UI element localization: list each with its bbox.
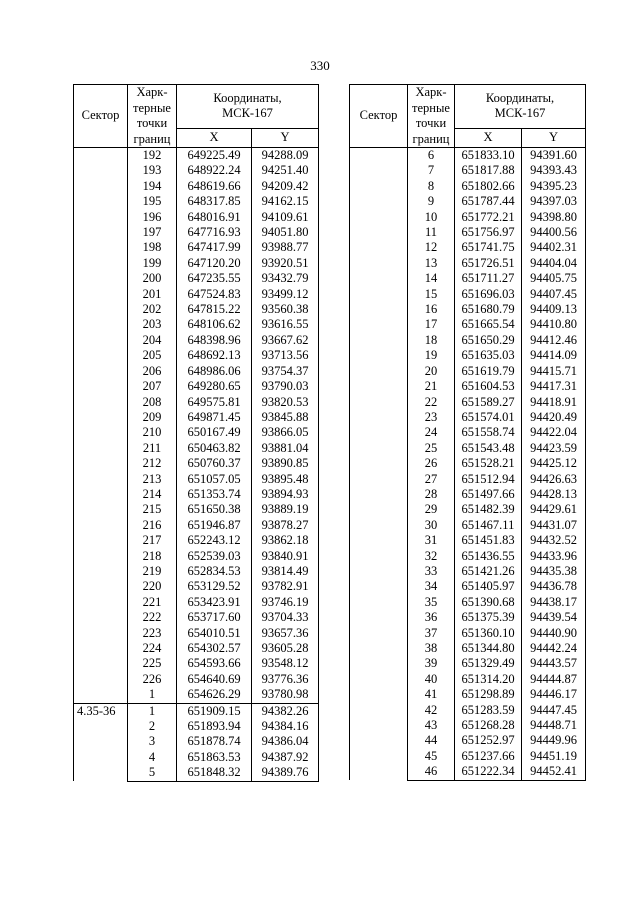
y-coordinate-cell: 94395.23 [522, 179, 586, 194]
y-coordinate-cell: 94429.61 [522, 502, 586, 517]
point-number-cell: 22 [408, 395, 455, 410]
x-coordinate-cell: 652243.12 [177, 533, 252, 548]
y-coordinate-cell: 93866.05 [252, 425, 319, 440]
point-number-cell: 42 [408, 703, 455, 718]
point-number-cell: 3 [128, 734, 177, 749]
y-coordinate-cell: 93820.53 [252, 395, 319, 410]
point-number-cell: 9 [408, 194, 455, 209]
y-coordinate-cell: 94109.61 [252, 210, 319, 225]
point-number-cell: 217 [128, 533, 177, 548]
point-number-cell: 210 [128, 425, 177, 440]
x-coordinate-cell: 651283.59 [455, 703, 522, 718]
y-coordinate-cell: 93890.85 [252, 456, 319, 471]
header-coordinates-line2: МСК-167 [222, 106, 273, 121]
x-coordinate-cell: 647417.99 [177, 240, 252, 255]
y-coordinate-cell: 93776.36 [252, 672, 319, 687]
y-coordinate-cell: 94433.96 [522, 549, 586, 564]
x-coordinate-cell: 651589.27 [455, 395, 522, 410]
point-number-cell: 204 [128, 333, 177, 348]
point-number-cell: 224 [128, 641, 177, 656]
y-coordinate-cell: 94410.80 [522, 317, 586, 332]
x-coordinate-cell: 648398.96 [177, 333, 252, 348]
point-number-cell: 8 [408, 179, 455, 194]
x-coordinate-cell: 651635.03 [455, 348, 522, 363]
point-number-cell: 218 [128, 549, 177, 564]
point-number-cell: 200 [128, 271, 177, 286]
table-row [74, 703, 319, 719]
x-coordinate-cell: 651360.10 [455, 626, 522, 641]
x-coordinate-cell: 651375.39 [455, 610, 522, 625]
point-number-cell: 214 [128, 487, 177, 502]
point-number-cell: 4 [128, 750, 177, 765]
header-coordinates-line1: Координаты, [485, 90, 555, 105]
x-coordinate-cell: 649575.81 [177, 395, 252, 410]
y-coordinate-cell: 93432.79 [252, 271, 319, 286]
y-coordinate-cell: 94162.15 [252, 194, 319, 209]
point-number-cell: 206 [128, 364, 177, 379]
point-number-cell: 44 [408, 733, 455, 748]
sector-cell [350, 148, 408, 781]
point-number-cell: 192 [128, 148, 177, 164]
x-coordinate-cell: 651946.87 [177, 518, 252, 533]
sector-cell: 4.35-36 [74, 703, 128, 781]
x-coordinate-cell: 649225.49 [177, 148, 252, 164]
point-number-cell: 46 [408, 764, 455, 780]
table-left-body [74, 148, 319, 782]
y-coordinate-cell: 93713.56 [252, 348, 319, 363]
point-number-cell: 13 [408, 256, 455, 271]
y-coordinate-cell: 94451.19 [522, 749, 586, 764]
y-coordinate-cell: 94431.07 [522, 518, 586, 533]
point-number-cell: 15 [408, 287, 455, 302]
y-coordinate-cell: 94443.57 [522, 656, 586, 671]
point-number-cell: 39 [408, 656, 455, 671]
y-coordinate-cell: 94405.75 [522, 271, 586, 286]
point-number-cell: 16 [408, 302, 455, 317]
y-coordinate-cell: 93560.38 [252, 302, 319, 317]
header-points-line4: границ [133, 131, 171, 146]
header-y: Y [252, 128, 319, 147]
point-number-cell: 2 [128, 719, 177, 734]
y-coordinate-cell: 94404.04 [522, 256, 586, 271]
y-coordinate-cell: 94452.41 [522, 764, 586, 780]
x-coordinate-cell: 648922.24 [177, 163, 252, 178]
point-number-cell: 198 [128, 240, 177, 255]
y-coordinate-cell: 94444.87 [522, 672, 586, 687]
x-coordinate-cell: 650760.37 [177, 456, 252, 471]
point-number-cell: 194 [128, 179, 177, 194]
x-coordinate-cell: 654640.69 [177, 672, 252, 687]
table-row [350, 148, 586, 164]
y-coordinate-cell: 93862.18 [252, 533, 319, 548]
table-right-body [350, 148, 586, 781]
x-coordinate-cell: 652539.03 [177, 549, 252, 564]
x-coordinate-cell: 653717.60 [177, 610, 252, 625]
y-coordinate-cell: 94414.09 [522, 348, 586, 363]
point-number-cell: 18 [408, 333, 455, 348]
x-coordinate-cell: 651497.66 [455, 487, 522, 502]
x-coordinate-cell: 651833.10 [455, 148, 522, 164]
x-coordinate-cell: 649871.45 [177, 410, 252, 425]
x-coordinate-cell: 651558.74 [455, 425, 522, 440]
point-number-cell: 1 [128, 703, 177, 719]
x-coordinate-cell: 651421.26 [455, 564, 522, 579]
point-number-cell: 36 [408, 610, 455, 625]
sector-cell [74, 148, 128, 704]
y-coordinate-cell: 93746.19 [252, 595, 319, 610]
x-coordinate-cell: 648692.13 [177, 348, 252, 363]
x-coordinate-cell: 650463.82 [177, 441, 252, 456]
point-number-cell: 43 [408, 718, 455, 733]
y-coordinate-cell: 93704.33 [252, 610, 319, 625]
y-coordinate-cell: 94251.40 [252, 163, 319, 178]
x-coordinate-cell: 647120.20 [177, 256, 252, 271]
header-sector: Сектор [74, 85, 128, 148]
point-number-cell: 5 [128, 765, 177, 781]
x-coordinate-cell: 651802.66 [455, 179, 522, 194]
y-coordinate-cell: 94384.16 [252, 719, 319, 734]
y-coordinate-cell: 94412.46 [522, 333, 586, 348]
coordinates-table-left [73, 84, 319, 782]
x-coordinate-cell: 648016.91 [177, 210, 252, 225]
point-number-cell: 26 [408, 456, 455, 471]
x-coordinate-cell: 653423.91 [177, 595, 252, 610]
x-coordinate-cell: 647716.93 [177, 225, 252, 240]
x-coordinate-cell: 651252.97 [455, 733, 522, 748]
point-number-cell: 226 [128, 672, 177, 687]
x-coordinate-cell: 651543.48 [455, 441, 522, 456]
x-coordinate-cell: 651680.79 [455, 302, 522, 317]
point-number-cell: 223 [128, 626, 177, 641]
y-coordinate-cell: 93920.51 [252, 256, 319, 271]
point-number-cell: 215 [128, 502, 177, 517]
x-coordinate-cell: 651741.75 [455, 240, 522, 255]
x-coordinate-cell: 652834.53 [177, 564, 252, 579]
point-number-cell: 207 [128, 379, 177, 394]
point-number-cell: 211 [128, 441, 177, 456]
y-coordinate-cell: 94439.54 [522, 610, 586, 625]
x-coordinate-cell: 648619.66 [177, 179, 252, 194]
y-coordinate-cell: 94402.31 [522, 240, 586, 255]
point-number-cell: 195 [128, 194, 177, 209]
point-number-cell: 27 [408, 472, 455, 487]
x-coordinate-cell: 651650.38 [177, 502, 252, 517]
point-number-cell: 205 [128, 348, 177, 363]
header-points-line3: точки [415, 116, 447, 130]
y-coordinate-cell: 94288.09 [252, 148, 319, 164]
point-number-cell: 212 [128, 456, 177, 471]
y-coordinate-cell: 93840.91 [252, 549, 319, 564]
point-number-cell: 199 [128, 256, 177, 271]
header-points [128, 85, 177, 148]
x-coordinate-cell: 648986.06 [177, 364, 252, 379]
x-coordinate-cell: 651390.68 [455, 595, 522, 610]
point-number-cell: 31 [408, 533, 455, 548]
coordinates-table-right [349, 84, 586, 781]
x-coordinate-cell: 651863.53 [177, 750, 252, 765]
y-coordinate-cell: 94436.78 [522, 579, 586, 594]
y-coordinate-cell: 94393.43 [522, 163, 586, 178]
x-coordinate-cell: 651512.94 [455, 472, 522, 487]
x-coordinate-cell: 651528.21 [455, 456, 522, 471]
header-x: X [455, 128, 522, 147]
y-coordinate-cell: 93988.77 [252, 240, 319, 255]
x-coordinate-cell: 647235.55 [177, 271, 252, 286]
y-coordinate-cell: 93667.62 [252, 333, 319, 348]
x-coordinate-cell: 651848.32 [177, 765, 252, 781]
y-coordinate-cell: 94387.92 [252, 750, 319, 765]
point-number-cell: 213 [128, 472, 177, 487]
y-coordinate-cell: 94425.12 [522, 456, 586, 471]
y-coordinate-cell: 94397.03 [522, 194, 586, 209]
y-coordinate-cell: 93814.49 [252, 564, 319, 579]
point-number-cell: 25 [408, 441, 455, 456]
y-coordinate-cell: 94432.52 [522, 533, 586, 548]
point-number-cell: 34 [408, 579, 455, 594]
x-coordinate-cell: 649280.65 [177, 379, 252, 394]
point-number-cell: 32 [408, 549, 455, 564]
y-coordinate-cell: 93754.37 [252, 364, 319, 379]
x-coordinate-cell: 651222.34 [455, 764, 522, 780]
x-coordinate-cell: 650167.49 [177, 425, 252, 440]
point-number-cell: 19 [408, 348, 455, 363]
y-coordinate-cell: 94442.24 [522, 641, 586, 656]
x-coordinate-cell: 651237.66 [455, 749, 522, 764]
header-points-line1: Харк- [415, 85, 447, 99]
point-number-cell: 10 [408, 210, 455, 225]
y-coordinate-cell: 94417.31 [522, 379, 586, 394]
x-coordinate-cell: 651909.15 [177, 703, 252, 719]
x-coordinate-cell: 654010.51 [177, 626, 252, 641]
x-coordinate-cell: 654302.57 [177, 641, 252, 656]
y-coordinate-cell: 93548.12 [252, 656, 319, 671]
y-coordinate-cell: 94382.26 [252, 703, 319, 719]
y-coordinate-cell: 94407.45 [522, 287, 586, 302]
x-coordinate-cell: 651726.51 [455, 256, 522, 271]
header-coordinates [177, 85, 319, 129]
x-coordinate-cell: 648106.62 [177, 317, 252, 332]
point-number-cell: 20 [408, 364, 455, 379]
point-number-cell: 201 [128, 287, 177, 302]
point-number-cell: 29 [408, 502, 455, 517]
y-coordinate-cell: 94051.80 [252, 225, 319, 240]
y-coordinate-cell: 94398.80 [522, 210, 586, 225]
y-coordinate-cell: 93894.93 [252, 487, 319, 502]
x-coordinate-cell: 651574.01 [455, 410, 522, 425]
point-number-cell: 38 [408, 641, 455, 656]
x-coordinate-cell: 647815.22 [177, 302, 252, 317]
y-coordinate-cell: 94438.17 [522, 595, 586, 610]
table-row [74, 148, 319, 164]
x-coordinate-cell: 651057.05 [177, 472, 252, 487]
y-coordinate-cell: 93790.03 [252, 379, 319, 394]
y-coordinate-cell: 94386.04 [252, 734, 319, 749]
y-coordinate-cell: 93878.27 [252, 518, 319, 533]
x-coordinate-cell: 651711.27 [455, 271, 522, 286]
y-coordinate-cell: 94440.90 [522, 626, 586, 641]
header-coordinates-line1: Координаты, [213, 90, 282, 105]
point-number-cell: 209 [128, 410, 177, 425]
x-coordinate-cell: 651619.79 [455, 364, 522, 379]
y-coordinate-cell: 94400.56 [522, 225, 586, 240]
header-points-line2: терные [133, 100, 171, 115]
y-coordinate-cell: 93499.12 [252, 287, 319, 302]
point-number-cell: 219 [128, 564, 177, 579]
x-coordinate-cell: 651650.29 [455, 333, 522, 348]
header-coordinates-line2: МСК-167 [494, 106, 546, 121]
y-coordinate-cell: 94415.71 [522, 364, 586, 379]
y-coordinate-cell: 94418.91 [522, 395, 586, 410]
y-coordinate-cell: 94428.13 [522, 487, 586, 502]
header-coordinates [455, 85, 586, 129]
x-coordinate-cell: 651772.21 [455, 210, 522, 225]
header-points [408, 85, 455, 148]
x-coordinate-cell: 651405.97 [455, 579, 522, 594]
point-number-cell: 45 [408, 749, 455, 764]
y-coordinate-cell: 94449.96 [522, 733, 586, 748]
point-number-cell: 203 [128, 317, 177, 332]
point-number-cell: 6 [408, 148, 455, 164]
header-points-line3: точки [136, 116, 168, 130]
y-coordinate-cell: 93605.28 [252, 641, 319, 656]
x-coordinate-cell: 651787.44 [455, 194, 522, 209]
x-coordinate-cell: 651665.54 [455, 317, 522, 332]
x-coordinate-cell: 651756.97 [455, 225, 522, 240]
y-coordinate-cell: 93845.88 [252, 410, 319, 425]
x-coordinate-cell: 651878.74 [177, 734, 252, 749]
y-coordinate-cell: 94209.42 [252, 179, 319, 194]
point-number-cell: 7 [408, 163, 455, 178]
y-coordinate-cell: 93889.19 [252, 502, 319, 517]
point-number-cell: 11 [408, 225, 455, 240]
y-coordinate-cell: 94435.38 [522, 564, 586, 579]
point-number-cell: 197 [128, 225, 177, 240]
point-number-cell: 37 [408, 626, 455, 641]
header-y: Y [522, 128, 586, 147]
point-number-cell: 222 [128, 610, 177, 625]
point-number-cell: 196 [128, 210, 177, 225]
x-coordinate-cell: 654593.66 [177, 656, 252, 671]
x-coordinate-cell: 647524.83 [177, 287, 252, 302]
y-coordinate-cell: 93782.91 [252, 579, 319, 594]
header-points-line1: Харк- [136, 85, 168, 99]
x-coordinate-cell: 651482.39 [455, 502, 522, 517]
x-coordinate-cell: 651451.83 [455, 533, 522, 548]
y-coordinate-cell: 93780.98 [252, 687, 319, 703]
x-coordinate-cell: 651604.53 [455, 379, 522, 394]
point-number-cell: 12 [408, 240, 455, 255]
x-coordinate-cell: 651436.55 [455, 549, 522, 564]
y-coordinate-cell: 93881.04 [252, 441, 319, 456]
point-number-cell: 24 [408, 425, 455, 440]
x-coordinate-cell: 651298.89 [455, 687, 522, 702]
x-coordinate-cell: 651268.28 [455, 718, 522, 733]
point-number-cell: 23 [408, 410, 455, 425]
point-number-cell: 14 [408, 271, 455, 286]
y-coordinate-cell: 94447.45 [522, 703, 586, 718]
x-coordinate-cell: 648317.85 [177, 194, 252, 209]
page-number: 330 [310, 58, 330, 73]
y-coordinate-cell: 94409.13 [522, 302, 586, 317]
header-sector: Сектор [350, 85, 408, 148]
point-number-cell: 40 [408, 672, 455, 687]
y-coordinate-cell: 93657.36 [252, 626, 319, 641]
point-number-cell: 35 [408, 595, 455, 610]
point-number-cell: 41 [408, 687, 455, 702]
point-number-cell: 216 [128, 518, 177, 533]
x-coordinate-cell: 653129.52 [177, 579, 252, 594]
x-coordinate-cell: 654626.29 [177, 687, 252, 703]
point-number-cell: 30 [408, 518, 455, 533]
x-coordinate-cell: 651344.80 [455, 641, 522, 656]
y-coordinate-cell: 93895.48 [252, 472, 319, 487]
x-coordinate-cell: 651353.74 [177, 487, 252, 502]
point-number-cell: 33 [408, 564, 455, 579]
point-number-cell: 202 [128, 302, 177, 317]
point-number-cell: 220 [128, 579, 177, 594]
y-coordinate-cell: 94422.04 [522, 425, 586, 440]
y-coordinate-cell: 94420.49 [522, 410, 586, 425]
point-number-cell: 17 [408, 317, 455, 332]
y-coordinate-cell: 94448.71 [522, 718, 586, 733]
y-coordinate-cell: 94389.76 [252, 765, 319, 781]
header-x: X [177, 128, 252, 147]
y-coordinate-cell: 93616.55 [252, 317, 319, 332]
point-number-cell: 28 [408, 487, 455, 502]
x-coordinate-cell: 651314.20 [455, 672, 522, 687]
point-number-cell: 21 [408, 379, 455, 394]
x-coordinate-cell: 651817.88 [455, 163, 522, 178]
point-number-cell: 221 [128, 595, 177, 610]
y-coordinate-cell: 94423.59 [522, 441, 586, 456]
header-points-line2: терные [412, 100, 450, 115]
point-number-cell: 1 [128, 687, 177, 703]
x-coordinate-cell: 651893.94 [177, 719, 252, 734]
point-number-cell: 193 [128, 163, 177, 178]
x-coordinate-cell: 651696.03 [455, 287, 522, 302]
header-points-line4: границ [412, 131, 450, 146]
point-number-cell: 225 [128, 656, 177, 671]
point-number-cell: 208 [128, 395, 177, 410]
x-coordinate-cell: 651329.49 [455, 656, 522, 671]
y-coordinate-cell: 94446.17 [522, 687, 586, 702]
y-coordinate-cell: 94391.60 [522, 148, 586, 164]
x-coordinate-cell: 651467.11 [455, 518, 522, 533]
y-coordinate-cell: 94426.63 [522, 472, 586, 487]
